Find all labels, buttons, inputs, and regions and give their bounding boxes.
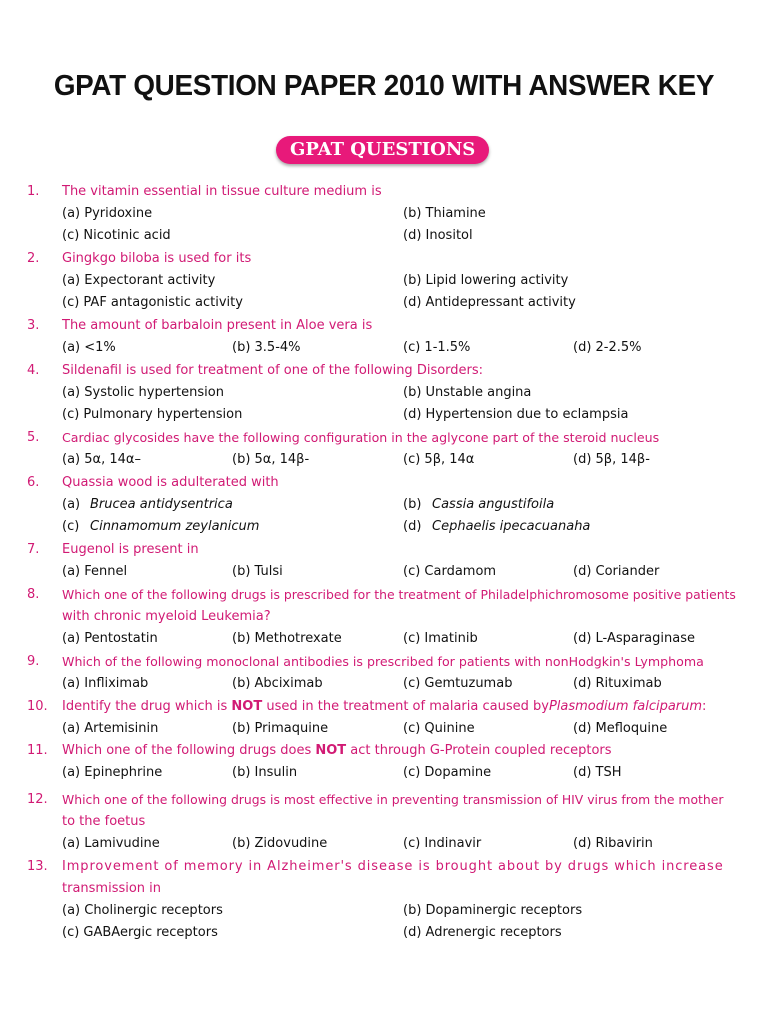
question-number: 8. <box>27 587 40 602</box>
option-c: (c) 5β, 14α <box>403 452 475 467</box>
question-text: The amount of barbaloin present in Aloe vera is <box>62 318 373 333</box>
option-b: (b) Zidovudine <box>232 836 328 851</box>
option-c: Cinnamomum zeylanicum <box>90 519 260 534</box>
option-a: (a) Systolic hypertension <box>62 385 224 400</box>
question-number: 9. <box>27 654 40 669</box>
question-text: Which one of the following drugs is most effective in preventing transmission of HIV virus from the mother <box>62 792 724 807</box>
question-text-end: : <box>702 699 707 714</box>
question-10 <box>0 696 768 740</box>
section-badge-wrap <box>276 136 489 164</box>
question-2 <box>0 248 768 314</box>
question-text-continued: with chronic myeloid Leukemia? <box>62 609 271 624</box>
question-13 <box>0 856 768 944</box>
option-d: (d) L-Asparaginase <box>573 631 695 646</box>
option-c: (c) PAF antagonistic activity <box>62 295 243 310</box>
option-a: (a) Expectorant activity <box>62 273 216 288</box>
option-c: (c) 1-1.5% <box>403 340 471 355</box>
question-text: The vitamin essential in tissue culture medium is <box>62 184 382 199</box>
option-b: (b) Insulin <box>232 765 298 780</box>
option-d: (d) Inositol <box>403 228 473 243</box>
option-b: Cassia angustifoila <box>432 497 555 512</box>
question-number: 6. <box>27 475 40 490</box>
option-d: (d) Ribavirin <box>573 836 653 851</box>
option-d: (d) Hypertension due to eclampsia <box>403 407 629 422</box>
option-a: Brucea antidysentrica <box>90 497 233 512</box>
option-a: (a) Pentostatin <box>62 631 158 646</box>
question-text-start: Identify the drug which is <box>62 699 232 714</box>
option-a: (a) Artemisinin <box>62 721 159 736</box>
option-d: Cephaelis ipecacuanaha <box>432 519 591 534</box>
question-11 <box>0 740 768 784</box>
option-b-label: (b) <box>403 497 422 512</box>
question-number: 5. <box>27 430 40 445</box>
question-8 <box>0 584 768 650</box>
option-b: (b) Abciximab <box>232 676 323 691</box>
question-number: 2. <box>27 251 40 266</box>
option-b: (b) Thiamine <box>403 206 486 221</box>
question-9 <box>0 651 768 695</box>
option-d: (d) 5β, 14β- <box>573 452 650 467</box>
option-c: (c) Pulmonary hypertension <box>62 407 243 422</box>
option-a: (a) 5α, 14α– <box>62 452 141 467</box>
question-number: 1. <box>27 184 40 199</box>
option-c: (c) GABAergic receptors <box>62 925 218 940</box>
emphasis-not: NOT <box>231 699 263 714</box>
option-c: (c) Cardamom <box>403 564 497 579</box>
option-d: (d) Coriander <box>573 564 660 579</box>
option-a: (a) Epinephrine <box>62 765 163 780</box>
question-text: Eugenol is present in <box>62 542 199 557</box>
question-number: 13. <box>27 859 48 874</box>
question-text-continued: transmission in <box>62 881 162 896</box>
question-text: Cardiac glycosides have the following configuration in the aglycone part of the steroid nucleus <box>62 430 660 445</box>
question-text: Gingkgo biloba is used for its <box>62 251 252 266</box>
question-text-middle: used in the treatment of malaria caused by <box>262 699 549 714</box>
question-number: 12. <box>27 792 48 807</box>
option-b: (b) Primaquine <box>232 721 329 736</box>
question-text: Quassia wood is adulterated with <box>62 475 279 490</box>
question-text-start: Which one of the following drugs does <box>62 743 316 758</box>
option-d-label: (d) <box>403 519 422 534</box>
option-a: (a) Infliximab <box>62 676 149 691</box>
organism-name: Plasmodium falciparum <box>548 699 703 714</box>
question-text: Improvement of memory in Alzheimer's disease is brought about by drugs which increase <box>62 859 724 874</box>
question-text-continued: to the foetus <box>62 814 146 829</box>
option-a: (a) Lamivudine <box>62 836 160 851</box>
section-badge: GPAT QUESTIONS <box>276 136 489 164</box>
option-c: (c) Indinavir <box>403 836 482 851</box>
question-4 <box>0 360 768 426</box>
option-b: (b) Lipid lowering activity <box>403 273 569 288</box>
page-title: GPAT QUESTION PAPER 2010 WITH ANSWER KEY <box>53 70 715 102</box>
question-text: Which of the following monoclonal antibodies is prescribed for patients with nonHodgkin's Lymphoma <box>62 654 704 669</box>
option-c: (c) Gemtuzumab <box>403 676 513 691</box>
option-c: (c) Quinine <box>403 721 475 736</box>
option-a: (a) Pyridoxine <box>62 206 153 221</box>
option-b: (b) Methotrexate <box>232 631 342 646</box>
option-d: (d) Antidepressant activity <box>403 295 576 310</box>
option-b: (b) Dopaminergic receptors <box>403 903 583 918</box>
option-d: (d) Adrenergic receptors <box>403 925 562 940</box>
question-text: Which one of the following drugs is prescribed for the treatment of Philadelphichromosome positive patients <box>62 587 736 602</box>
question-3 <box>0 315 768 359</box>
question-7 <box>0 539 768 583</box>
question-text <box>62 696 706 718</box>
option-b: (b) 3.5-4% <box>232 340 301 355</box>
option-a-label: (a) <box>62 497 81 512</box>
emphasis-not: NOT <box>315 743 347 758</box>
question-1 <box>0 181 768 247</box>
question-text: Sildenafil is used for treatment of one of the following Disorders: <box>62 363 484 378</box>
option-a: (a) Cholinergic receptors <box>62 903 223 918</box>
question-number: 4. <box>27 363 40 378</box>
option-a: (a) Fennel <box>62 564 128 579</box>
question-text <box>62 740 612 762</box>
question-number: 7. <box>27 542 40 557</box>
question-number: 3. <box>27 318 40 333</box>
question-12 <box>0 789 768 855</box>
option-d: (d) Mefloquine <box>573 721 668 736</box>
option-c-label: (c) <box>62 519 80 534</box>
question-6 <box>0 472 768 538</box>
option-b: (b) Tulsi <box>232 564 283 579</box>
option-c: (c) Nicotinic acid <box>62 228 171 243</box>
option-b: (b) 5α, 14β- <box>232 452 310 467</box>
question-text-end: act through G-Protein coupled receptors <box>346 743 612 758</box>
option-a: (a) <1% <box>62 340 116 355</box>
question-5 <box>0 427 768 471</box>
option-c: (c) Imatinib <box>403 631 478 646</box>
option-b: (b) Unstable angina <box>403 385 532 400</box>
question-number: 11. <box>27 743 48 758</box>
option-d: (d) Rituximab <box>573 676 662 691</box>
option-d: (d) TSH <box>573 765 622 780</box>
question-number: 10. <box>27 699 48 714</box>
option-c: (c) Dopamine <box>403 765 492 780</box>
option-d: (d) 2-2.5% <box>573 340 642 355</box>
